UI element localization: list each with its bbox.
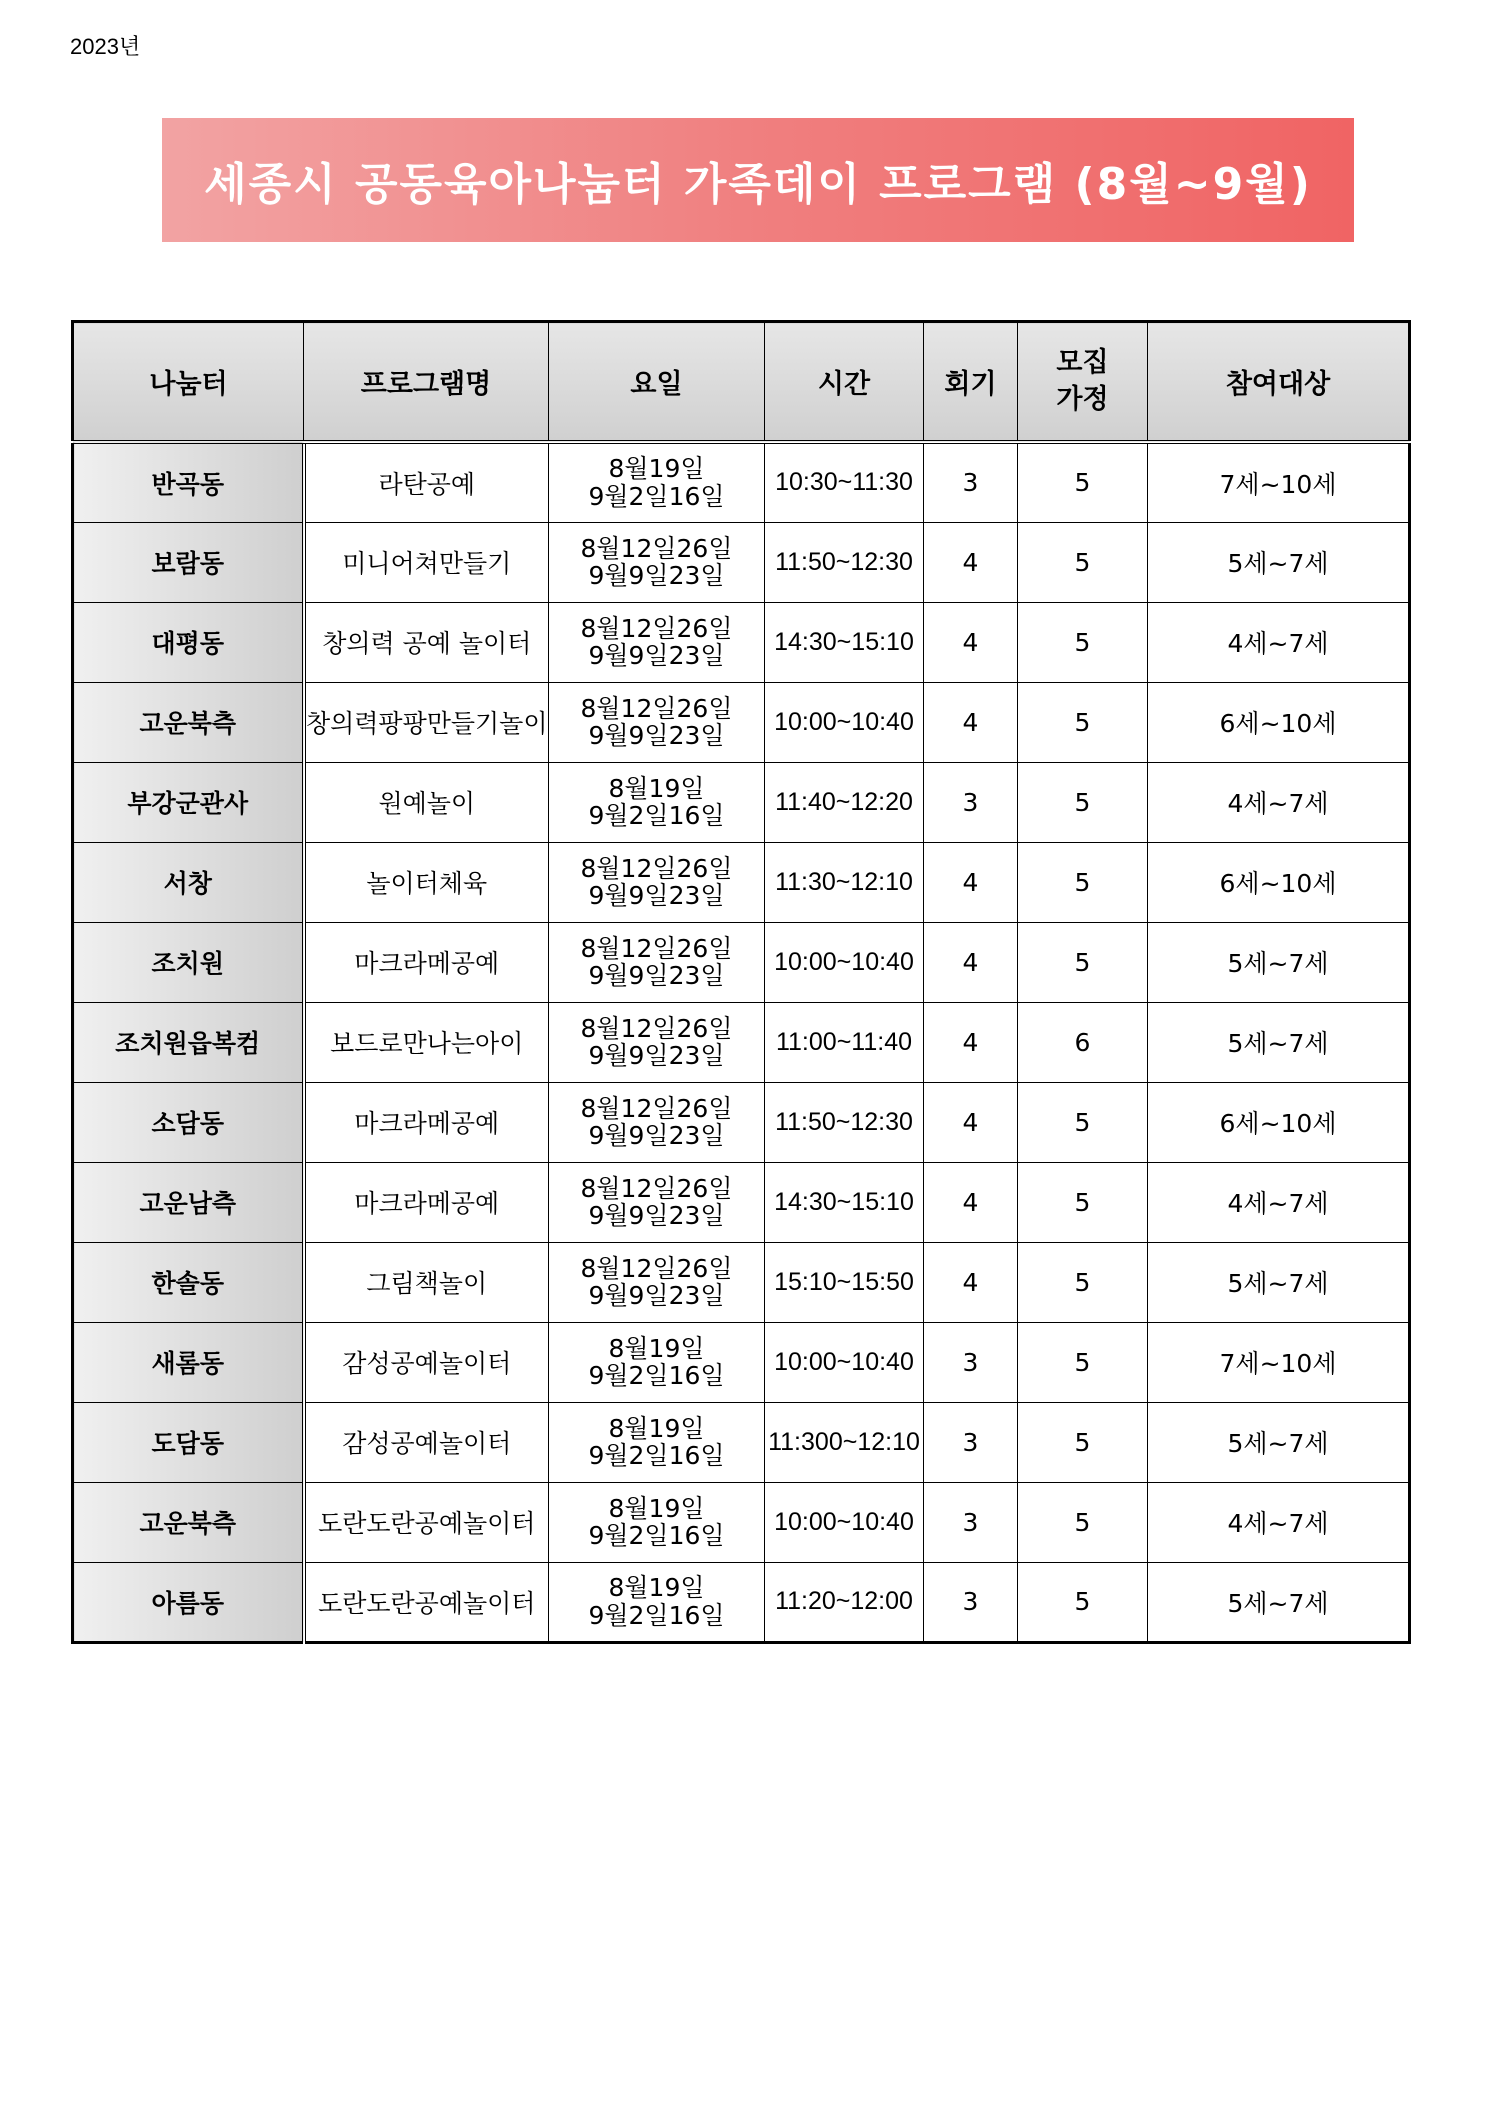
row-days-aug: 8월19일 <box>608 1493 705 1523</box>
row-sessions: 4 <box>924 842 1018 922</box>
row-program: 그림책놀이 <box>304 1242 549 1322</box>
row-program: 감성공예놀이터 <box>304 1322 549 1402</box>
row-days-sep: 9월2일16일 <box>588 801 725 830</box>
row-center: 도담동 <box>73 1402 304 1482</box>
row-days-sep: 9월9일23일 <box>588 721 725 750</box>
row-days-sep: 9월9일23일 <box>588 961 725 990</box>
row-sessions: 4 <box>924 1082 1018 1162</box>
row-program: 마크라메공예 <box>304 1162 549 1242</box>
row-days <box>549 682 765 762</box>
row-days-aug: 8월12일26일 <box>580 933 733 963</box>
table-row <box>73 1242 1410 1322</box>
header-days: 요일 <box>549 322 765 443</box>
row-days <box>549 1322 765 1402</box>
row-time: 11:40~12:20 <box>765 762 924 842</box>
row-center: 보람동 <box>73 522 304 602</box>
row-time: 11:00~11:40 <box>765 1002 924 1082</box>
row-days <box>549 922 765 1002</box>
row-days-aug: 8월19일 <box>608 773 705 803</box>
row-days-aug: 8월19일 <box>608 1333 705 1363</box>
program-schedule-table <box>71 320 1411 1644</box>
row-days-aug: 8월19일 <box>608 454 705 484</box>
row-days <box>549 842 765 922</box>
row-program: 보드로만나는아이 <box>304 1002 549 1082</box>
title-banner <box>162 118 1354 242</box>
row-center: 한솔동 <box>73 1242 304 1322</box>
row-families: 5 <box>1018 842 1148 922</box>
row-target: 6세~10세 <box>1148 682 1410 762</box>
row-time: 15:10~15:50 <box>765 1242 924 1322</box>
row-program: 창의력팡팡만들기놀이 <box>304 682 549 762</box>
row-days-sep: 9월9일23일 <box>588 881 725 910</box>
row-days-aug: 8월12일26일 <box>580 1173 733 1203</box>
header-target: 참여대상 <box>1148 322 1410 443</box>
header-time: 시간 <box>765 322 924 443</box>
row-families: 5 <box>1018 1242 1148 1322</box>
row-time: 10:00~10:40 <box>765 682 924 762</box>
table-row <box>73 1482 1410 1562</box>
row-days <box>549 1402 765 1482</box>
row-days <box>549 442 765 522</box>
row-days-aug: 8월12일26일 <box>580 1253 733 1283</box>
row-target: 7세~10세 <box>1148 1322 1410 1402</box>
row-sessions: 4 <box>924 682 1018 762</box>
table-row <box>73 922 1410 1002</box>
row-sessions: 4 <box>924 602 1018 682</box>
row-days-aug: 8월12일26일 <box>580 693 733 723</box>
row-days <box>549 1002 765 1082</box>
row-time: 11:20~12:00 <box>765 1562 924 1642</box>
row-program: 미니어쳐만들기 <box>304 522 549 602</box>
row-families: 5 <box>1018 1562 1148 1642</box>
row-families: 5 <box>1018 682 1148 762</box>
row-program: 감성공예놀이터 <box>304 1402 549 1482</box>
row-families: 5 <box>1018 1482 1148 1562</box>
row-families: 5 <box>1018 442 1148 522</box>
row-days-sep: 9월2일16일 <box>588 1441 725 1470</box>
row-families: 5 <box>1018 522 1148 602</box>
row-center: 새롬동 <box>73 1322 304 1402</box>
row-center: 반곡동 <box>73 442 304 522</box>
table-row <box>73 1562 1410 1642</box>
row-target: 6세~10세 <box>1148 1082 1410 1162</box>
row-program: 도란도란공예놀이터 <box>304 1562 549 1642</box>
row-sessions: 3 <box>924 1402 1018 1482</box>
row-families: 5 <box>1018 602 1148 682</box>
row-sessions: 3 <box>924 1562 1018 1642</box>
row-days-aug: 8월12일26일 <box>580 1013 733 1043</box>
row-days-sep: 9월2일16일 <box>588 481 725 511</box>
row-target: 5세~7세 <box>1148 1402 1410 1482</box>
row-target: 4세~7세 <box>1148 1482 1410 1562</box>
row-center: 부강군관사 <box>73 762 304 842</box>
page-title: 세종시 공동육아나눔터 가족데이 프로그램 (8월~9월) <box>204 159 1312 210</box>
row-time: 11:50~12:30 <box>765 1082 924 1162</box>
row-center: 고운북측 <box>73 682 304 762</box>
header-center: 나눔터 <box>73 322 304 443</box>
table-row <box>73 762 1410 842</box>
row-time: 11:300~12:10 <box>765 1402 924 1482</box>
row-families: 5 <box>1018 762 1148 842</box>
row-days <box>549 522 765 602</box>
table-row <box>73 1162 1410 1242</box>
row-time: 14:30~15:10 <box>765 1162 924 1242</box>
row-target: 6세~10세 <box>1148 842 1410 922</box>
row-days-sep: 9월2일16일 <box>588 1361 725 1390</box>
row-families: 5 <box>1018 1082 1148 1162</box>
table-row <box>73 1002 1410 1082</box>
row-time: 10:00~10:40 <box>765 922 924 1002</box>
row-days-aug: 8월12일26일 <box>580 533 733 563</box>
year-label: 2023년 <box>70 34 141 59</box>
row-time: 11:30~12:10 <box>765 842 924 922</box>
row-program: 마크라메공예 <box>304 922 549 1002</box>
table-row <box>73 602 1410 682</box>
row-days-sep: 9월9일23일 <box>588 1281 725 1310</box>
row-days-sep: 9월9일23일 <box>588 1201 725 1230</box>
row-families: 5 <box>1018 1402 1148 1482</box>
table-row <box>73 682 1410 762</box>
row-sessions: 4 <box>924 1162 1018 1242</box>
row-days-aug: 8월12일26일 <box>580 853 733 883</box>
row-days <box>549 1162 765 1242</box>
row-days-sep: 9월9일23일 <box>588 561 725 590</box>
row-target: 7세~10세 <box>1148 442 1410 522</box>
row-target: 4세~7세 <box>1148 602 1410 682</box>
row-days-aug: 8월12일26일 <box>580 613 733 643</box>
row-target: 4세~7세 <box>1148 762 1410 842</box>
row-center: 소담동 <box>73 1082 304 1162</box>
row-target: 5세~7세 <box>1148 1242 1410 1322</box>
row-time: 10:00~10:40 <box>765 1322 924 1402</box>
row-time: 14:30~15:10 <box>765 602 924 682</box>
row-sessions: 4 <box>924 1002 1018 1082</box>
header-recruit-line1: 모집 <box>1056 347 1109 379</box>
row-program: 마크라메공예 <box>304 1082 549 1162</box>
row-days-aug: 8월12일26일 <box>580 1093 733 1123</box>
row-families: 6 <box>1018 1002 1148 1082</box>
row-sessions: 3 <box>924 1482 1018 1562</box>
row-days <box>549 762 765 842</box>
row-days <box>549 1242 765 1322</box>
table-header-row <box>73 322 1410 443</box>
row-families: 5 <box>1018 922 1148 1002</box>
row-time: 10:00~10:40 <box>765 1482 924 1562</box>
header-program: 프로그램명 <box>304 322 549 443</box>
row-sessions: 3 <box>924 762 1018 842</box>
row-program: 라탄공예 <box>304 442 549 522</box>
row-sessions: 4 <box>924 922 1018 1002</box>
row-center: 서창 <box>73 842 304 922</box>
row-families: 5 <box>1018 1322 1148 1402</box>
header-sessions: 회기 <box>924 322 1018 443</box>
row-target: 5세~7세 <box>1148 522 1410 602</box>
row-center: 조치원읍복컴 <box>73 1002 304 1082</box>
table-row <box>73 1082 1410 1162</box>
row-center: 아름동 <box>73 1562 304 1642</box>
row-target: 5세~7세 <box>1148 1002 1410 1082</box>
row-program: 놀이터체육 <box>304 842 549 922</box>
row-program: 원예놀이 <box>304 762 549 842</box>
row-days-aug: 8월19일 <box>608 1413 705 1443</box>
row-sessions: 3 <box>924 442 1018 522</box>
table-row <box>73 1402 1410 1482</box>
row-center: 고운북측 <box>73 1482 304 1562</box>
row-target: 4세~7세 <box>1148 1162 1410 1242</box>
table-row <box>73 1322 1410 1402</box>
row-days-sep: 9월2일16일 <box>588 1600 725 1630</box>
row-target: 5세~7세 <box>1148 922 1410 1002</box>
header-recruit-families <box>1018 322 1148 443</box>
row-sessions: 3 <box>924 1322 1018 1402</box>
row-days-sep: 9월9일23일 <box>588 1121 725 1150</box>
row-days <box>549 602 765 682</box>
row-time: 10:30~11:30 <box>765 442 924 522</box>
table-row <box>73 522 1410 602</box>
row-sessions: 4 <box>924 522 1018 602</box>
row-target: 5세~7세 <box>1148 1562 1410 1642</box>
row-families: 5 <box>1018 1162 1148 1242</box>
row-days <box>549 1562 765 1642</box>
header-recruit-line2: 가정 <box>1056 383 1109 415</box>
table-row <box>73 442 1410 522</box>
row-center: 대평동 <box>73 602 304 682</box>
row-center: 고운남측 <box>73 1162 304 1242</box>
row-program: 도란도란공예놀이터 <box>304 1482 549 1562</box>
row-program: 창의력 공예 놀이터 <box>304 602 549 682</box>
row-days <box>549 1482 765 1562</box>
row-time: 11:50~12:30 <box>765 522 924 602</box>
row-days <box>549 1082 765 1162</box>
row-center: 조치원 <box>73 922 304 1002</box>
row-days-aug: 8월19일 <box>608 1573 705 1602</box>
row-days-sep: 9월9일23일 <box>588 1041 725 1070</box>
table-row <box>73 842 1410 922</box>
row-sessions: 4 <box>924 1242 1018 1322</box>
row-days-sep: 9월2일16일 <box>588 1521 725 1550</box>
row-days-sep: 9월9일23일 <box>588 641 725 670</box>
